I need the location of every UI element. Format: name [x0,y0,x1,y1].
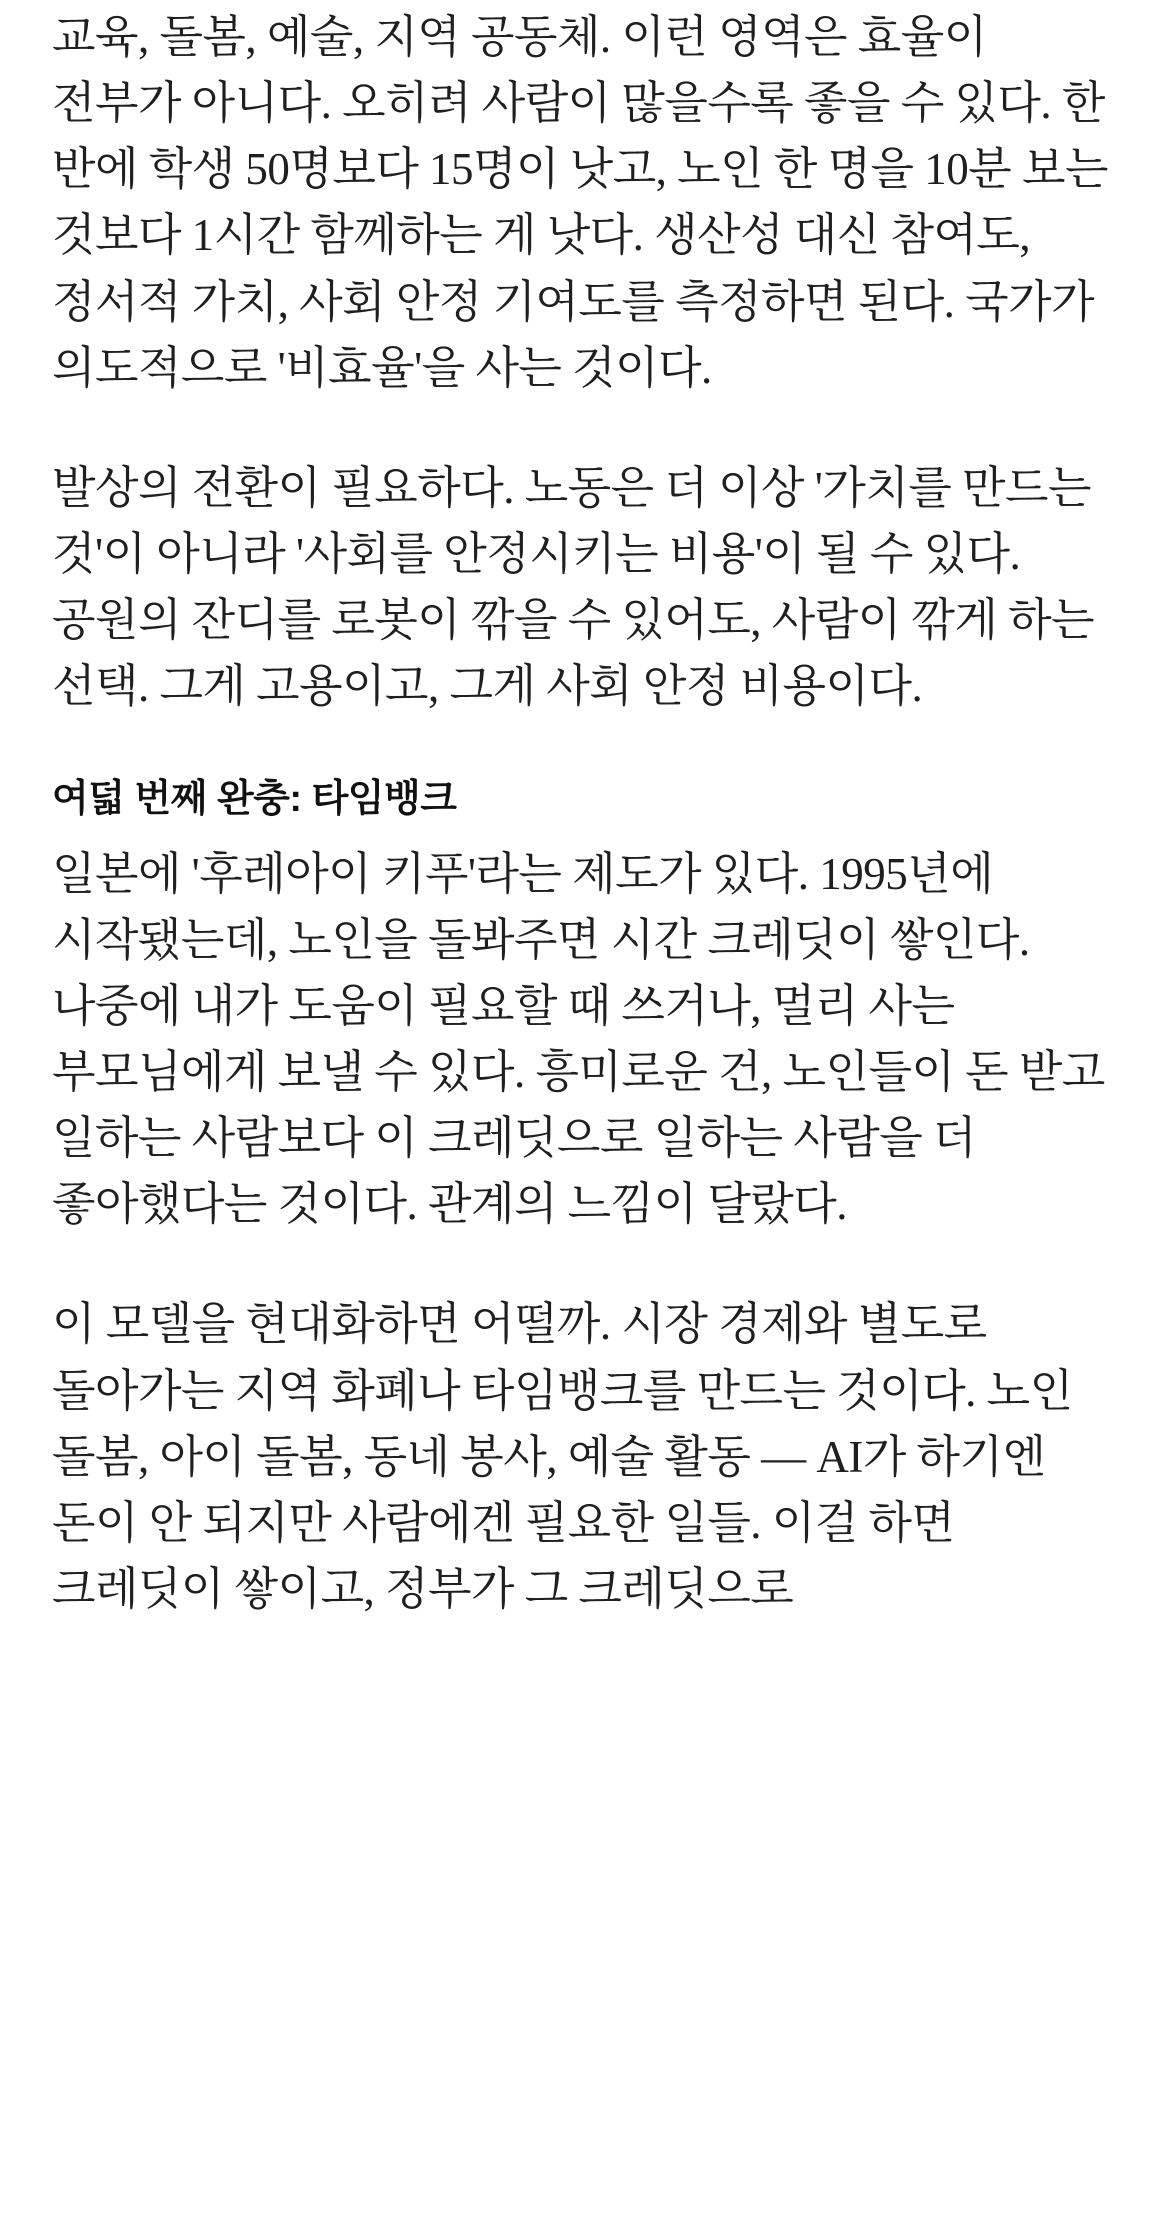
paragraph-modernize-model: 이 모델을 현대화하면 어떨까. 시장 경제와 별도로 돌아가는 지역 화폐나 타임뱅크를 만드는 것이다. 노인 돌봄, 아이 돌봄, 동네 봉사, 예술 활동 — AI가 하기엔 돈이 안 되지만 사람에겐 필요한 일들. 이걸 하면 크레딧이 쌓이고, 정부가 그 크레딧으로 [52,1299,1073,1614]
paragraph-fureai-kippu: 일본에 '후레아이 키푸'라는 제도가 있다. 1995년에 시작됐는데, 노인을 돌봐주면 시간 크레딧이 쌓인다. 나중에 내가 도움이 필요할 때 쓰거나, 멀리 사는 부모님에게 보낼 수 있다. 흥미로운 건, 노인들이 돈 받고 일하는 사람보다 이 크레딧으로 일하는 사람을 더 좋아했다는 것이다. 관계의 느낌이 달랐다. [52,848,1105,1230]
section-heading-timebank: 여덟 번째 완충: 타임뱅크 [52,778,457,821]
paragraph-shift-of-thinking: 발상의 전환이 필요하다. 노동은 더 이상 '가치를 만드는 것'이 아니라 '사회를 안정시키는 비용'이 될 수 있다. 공원의 잔디를 로봇이 깎을 수 있어도, 사람이 깎게 하는 선택. 그게 고용이고, 그게 사회 안정 비용이다. [52,462,1095,712]
paragraph-inefficiency: 교육, 돌봄, 예술, 지역 공동체. 이런 영역은 효율이 전부가 아니다. 오히려 사람이 많을수록 좋을 수 있다. 한 반에 학생 50명보다 15명이 낫고, 노인 한 명을 10분 보는 것보다 1시간 함께하는 게 낫다. 생산성 대신 참여도, 정서적 가치, 사회 안정 기여도를 측정하면 된다. 국가가 의도적으로 '비효율'을 사는 것이다. [52,12,1108,393]
